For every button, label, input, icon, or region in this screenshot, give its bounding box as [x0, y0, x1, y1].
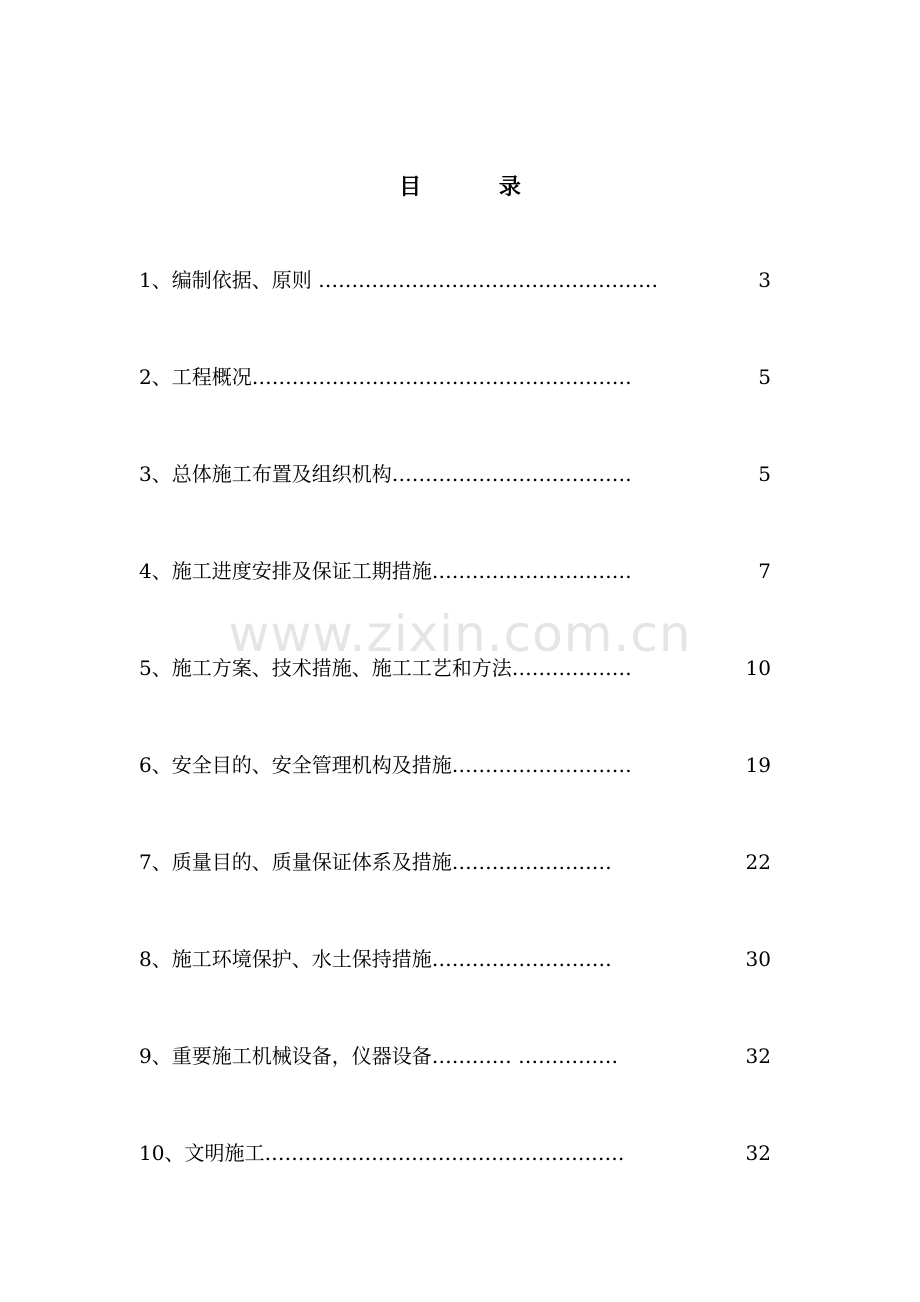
toc-entry-label: 9、重要施工机械设备，仪器设备………… ……………	[139, 1044, 619, 1068]
page-title	[0, 170, 920, 201]
toc-entry-label: 3、总体施工布置及组织机构………………………………	[139, 462, 632, 486]
toc-page-number: 10	[745, 656, 771, 680]
toc-page-number: 3	[758, 268, 771, 292]
toc-entry-9[interactable]	[139, 1038, 771, 1135]
toc-entry-6[interactable]	[139, 747, 771, 844]
toc-entry-label: 1、编制依据、原则 ……………………………………………	[139, 268, 659, 292]
toc-page-number: 7	[758, 559, 771, 583]
title-char-2: 录	[498, 174, 521, 200]
toc-page-number: 5	[758, 365, 771, 389]
title-char-1: 目	[399, 174, 422, 200]
watermark: www.zixin.com.cn	[228, 605, 692, 663]
toc-entry-label: 5、施工方案、技术措施、施工工艺和方法………………	[139, 656, 632, 680]
toc-entry-7[interactable]	[139, 844, 771, 941]
toc-entry-5[interactable]	[139, 650, 771, 747]
toc-entry-label: 4、施工进度安排及保证工期措施…………………………	[139, 559, 632, 583]
toc-entry-label: 10、文明施工………………………………………………	[139, 1141, 625, 1165]
toc-entry-3[interactable]	[139, 456, 771, 553]
toc-page-number: 32	[745, 1044, 771, 1068]
toc-entry-8[interactable]	[139, 941, 771, 1038]
toc-entry-label: 6、安全目的、安全管理机构及措施………………………	[139, 753, 632, 777]
toc-page-number: 22	[745, 850, 771, 874]
toc-page-number: 32	[745, 1141, 771, 1165]
toc-entry-label: 8、施工环境保护、水土保持措施………………………	[139, 947, 612, 971]
toc-entry-2[interactable]	[139, 359, 771, 456]
toc-page-number: 30	[745, 947, 771, 971]
toc-entry-4[interactable]	[139, 553, 771, 650]
toc-entry-label: 7、质量目的、质量保证体系及措施……………………	[139, 850, 612, 874]
toc-entry-label: 2、工程概况…………………………………………………	[139, 365, 632, 389]
toc-page-number: 5	[758, 462, 771, 486]
toc-entry-1[interactable]	[139, 262, 771, 359]
table-of-contents	[139, 262, 771, 1232]
toc-page-number: 19	[745, 753, 771, 777]
toc-entry-10[interactable]	[139, 1135, 771, 1232]
